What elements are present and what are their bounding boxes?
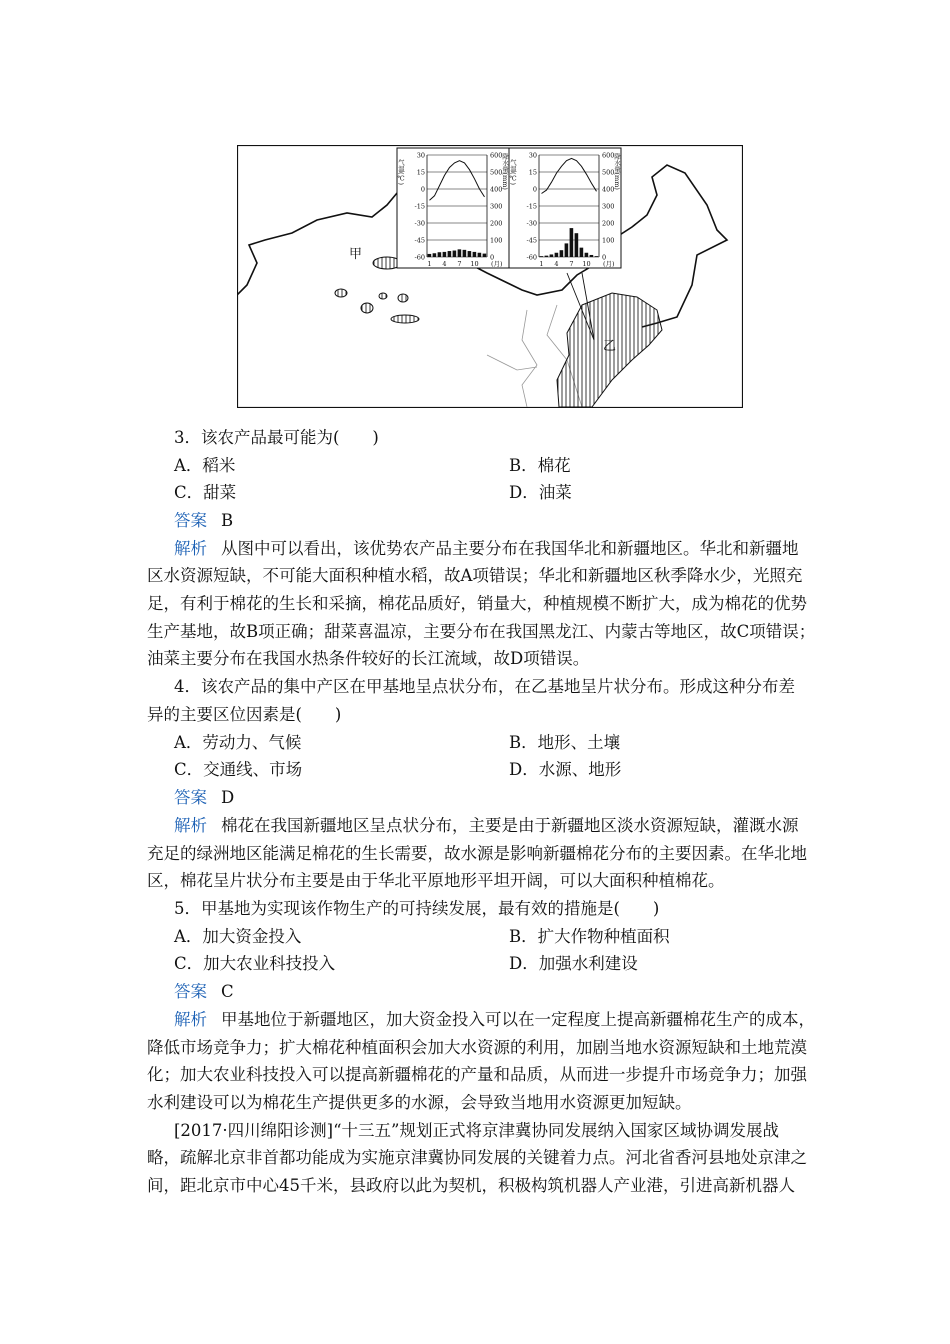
- q5-option-c: C．加大农业科技投入: [174, 954, 336, 973]
- precip-bar: [443, 252, 447, 257]
- precip-bar: [463, 250, 467, 257]
- month-tick-label: 7: [569, 260, 574, 268]
- q3-analysis-line: 区水资源短缺，不可能大面积种植水稻，故A项错误；华北和新疆地区秋季降水少，光照充: [147, 566, 803, 585]
- month-unit-label: (月): [603, 260, 615, 268]
- q3-analysis-line: 生产基地，故B项正确；甜菜喜温凉，主要分布在我国黑龙江、内蒙古等地区，故C项错误；: [147, 622, 816, 641]
- cotton-distribution-map: [237, 145, 743, 408]
- question-5-stem: 5．甲基地为实现该作物生产的可持续发展，最有效的措施是( ): [174, 899, 660, 918]
- analysis-text: 甲基地位于新疆地区，加大资金投入可以在一定程度上提高新疆棉花生产的成本，: [221, 1010, 815, 1029]
- month-tick-label: 1: [539, 260, 544, 268]
- q3-option-d: D．油菜: [509, 483, 572, 502]
- precip-tick-label: 400: [490, 185, 503, 194]
- precip-bar: [570, 228, 574, 257]
- month-tick-label: 4: [442, 260, 447, 268]
- temp-axis-title: 气温(℃): [509, 159, 517, 186]
- base-jia-patch: [361, 303, 373, 313]
- precip-tick-label: 100: [490, 236, 503, 245]
- q3-analysis-line: 油菜主要分布在我国水热条件较好的长江流域，故D项错误。: [147, 649, 590, 668]
- q3-option-a: A．稻米: [174, 456, 236, 475]
- precip-tick-label: 400: [602, 185, 615, 194]
- precip-axis-title: 降水量(mm): [613, 153, 621, 190]
- question-4-stem: 异的主要区位因素是( ): [147, 705, 342, 724]
- temp-axis-title: 气温(℃): [397, 159, 405, 186]
- precip-bar: [468, 251, 472, 257]
- precip-tick-label: 300: [490, 202, 503, 211]
- label-yi: 乙: [603, 339, 617, 354]
- precip-bar: [560, 250, 564, 257]
- precip-tick-label: 600: [602, 151, 615, 160]
- precip-bar: [565, 243, 569, 257]
- precip-bar: [448, 251, 452, 257]
- precip-bar: [438, 252, 442, 257]
- analysis-label: 解析: [174, 1010, 207, 1029]
- precip-bar: [433, 253, 437, 257]
- base-jia-patch: [379, 293, 387, 299]
- analysis-label: 解析: [174, 816, 207, 835]
- q4-option-d: D．水源、地形: [509, 760, 622, 779]
- passage-line: 间，距北京市中心45千米，县政府以此为契机，积极构筑机器人产业港，引进高新机器人: [147, 1176, 795, 1195]
- q3-option-b: B．棉花: [509, 456, 571, 475]
- label-jia: 甲: [349, 247, 363, 262]
- precip-bar: [458, 249, 462, 257]
- precip-tick-label: 100: [602, 236, 615, 245]
- q3-analysis-line: [174, 539, 799, 559]
- passage-line: [2017·四川绵阳诊测]“十三五”规划正式将京津冀协同发展纳入国家区域协调发展战: [174, 1121, 779, 1140]
- answer-value: C: [221, 982, 234, 1001]
- q5-option-a: A．加大资金投入: [174, 927, 302, 946]
- q4-option-a: A．劳动力、气候: [174, 733, 302, 752]
- climate-chart-jia: [397, 148, 509, 268]
- precip-bar: [550, 254, 554, 257]
- month-tick-label: 1: [427, 260, 432, 268]
- temp-tick-label: 30: [528, 151, 537, 160]
- passage-line: 略，疏解北京非首都功能成为实施京津冀协同发展的关键着力点。河北省香河县地处京津之: [147, 1148, 807, 1167]
- month-unit-label: (月): [491, 260, 503, 268]
- q5-analysis-line: 化；加大农业科技投入可以提高新疆棉花的产量和品质，从而进一步提升市场竞争力；加强: [147, 1065, 807, 1084]
- analysis-text: 从图中可以看出，该优势农产品主要分布在我国华北和新疆地区。华北和新疆地: [221, 539, 799, 558]
- precip-tick-label: 200: [490, 219, 503, 228]
- answer-value: D: [221, 788, 235, 807]
- answer-label: 答案: [174, 788, 207, 807]
- precip-bar: [483, 254, 487, 257]
- analysis-label: 解析: [174, 539, 207, 558]
- precip-bar: [580, 248, 584, 257]
- q3-analysis-line: 足，有利于棉花的生长和采摘，棉花品质好，销量大，种植规模不断扩大，成为棉花的优势: [147, 594, 807, 613]
- q3-option-c: C．甜菜: [174, 483, 237, 502]
- q4-answer: [174, 788, 234, 808]
- precip-axis-title: 降水量(mm): [501, 153, 509, 190]
- precip-tick-label: 0: [490, 253, 495, 262]
- temp-tick-label: -15: [526, 202, 537, 211]
- base-jia-patch: [398, 294, 408, 302]
- temp-tick-label: 15: [416, 168, 425, 177]
- q4-analysis-line: [174, 816, 799, 836]
- precip-bar: [595, 256, 599, 257]
- q5-option-d: D．加强水利建设: [509, 954, 638, 973]
- q4-option-c: C．交通线、市场: [174, 760, 303, 779]
- temp-tick-label: -30: [526, 219, 537, 228]
- answer-value: B: [221, 511, 234, 530]
- q5-analysis-line: 水利建设可以为棉花生产提供更多的水源，会导致当地用水资源更加短缺。: [147, 1093, 692, 1112]
- climate-chart-yi: [509, 148, 621, 268]
- temp-tick-label: -30: [414, 219, 425, 228]
- precip-bar: [555, 253, 559, 257]
- q4-analysis-line: 充足的绿洲地区能满足棉花的生长需要，故水源是影响新疆棉花分布的主要因素。在华北地: [147, 844, 807, 863]
- precip-bar: [585, 253, 589, 257]
- temp-tick-label: 15: [528, 168, 537, 177]
- precip-bar: [473, 252, 477, 257]
- temp-tick-label: 30: [416, 151, 425, 160]
- q4-option-b: B．地形、土壤: [509, 733, 621, 752]
- temp-tick-label: 0: [420, 185, 425, 194]
- answer-label: 答案: [174, 511, 207, 530]
- q5-option-b: B．扩大作物种植面积: [509, 927, 670, 946]
- answer-label: 答案: [174, 982, 207, 1001]
- precip-tick-label: 600: [490, 151, 503, 160]
- precip-bar: [428, 254, 432, 257]
- precip-tick-label: 500: [602, 168, 615, 177]
- precip-bar: [540, 256, 544, 257]
- precip-bar: [590, 255, 594, 257]
- base-jia-patch: [391, 315, 419, 323]
- month-tick-label: 10: [470, 260, 479, 268]
- month-tick-label: 10: [582, 260, 591, 268]
- base-jia-patch: [335, 289, 347, 297]
- temp-tick-label: -60: [526, 253, 537, 262]
- q5-answer: [174, 982, 234, 1002]
- month-tick-label: 7: [457, 260, 462, 268]
- precip-tick-label: 200: [602, 219, 615, 228]
- temp-tick-label: -15: [414, 202, 425, 211]
- month-tick-label: 4: [554, 260, 559, 268]
- precip-bar: [453, 251, 457, 257]
- analysis-text: 棉花在我国新疆地区呈点状分布，主要是由于新疆地区淡水资源短缺，灌溉水源: [221, 816, 799, 835]
- q5-analysis-line: [174, 1010, 815, 1030]
- precip-bar: [545, 256, 549, 257]
- temp-tick-label: 0: [532, 185, 537, 194]
- question-4-stem: 4．该农产品的集中产区在甲基地呈点状分布，在乙基地呈片状分布。形成这种分布差: [174, 677, 795, 696]
- precip-tick-label: 0: [602, 253, 607, 262]
- temp-tick-label: -45: [414, 236, 425, 245]
- precip-bar: [575, 233, 579, 257]
- q5-analysis-line: 降低市场竞争力；扩大棉花种植面积会加大水资源的利用，加剧当地水资源短缺和土地荒漠: [147, 1038, 807, 1057]
- precip-tick-label: 300: [602, 202, 615, 211]
- q3-answer: [174, 511, 233, 531]
- temp-tick-label: -60: [414, 253, 425, 262]
- temp-tick-label: -45: [526, 236, 537, 245]
- q4-analysis-line: 区，棉花呈片状分布主要是由于华北平原地形平坦开阔，可以大面积种植棉花。: [147, 871, 725, 890]
- precip-bar: [478, 253, 482, 257]
- precip-tick-label: 500: [490, 168, 503, 177]
- question-3-stem: 3．该农产品最可能为( ): [174, 428, 379, 447]
